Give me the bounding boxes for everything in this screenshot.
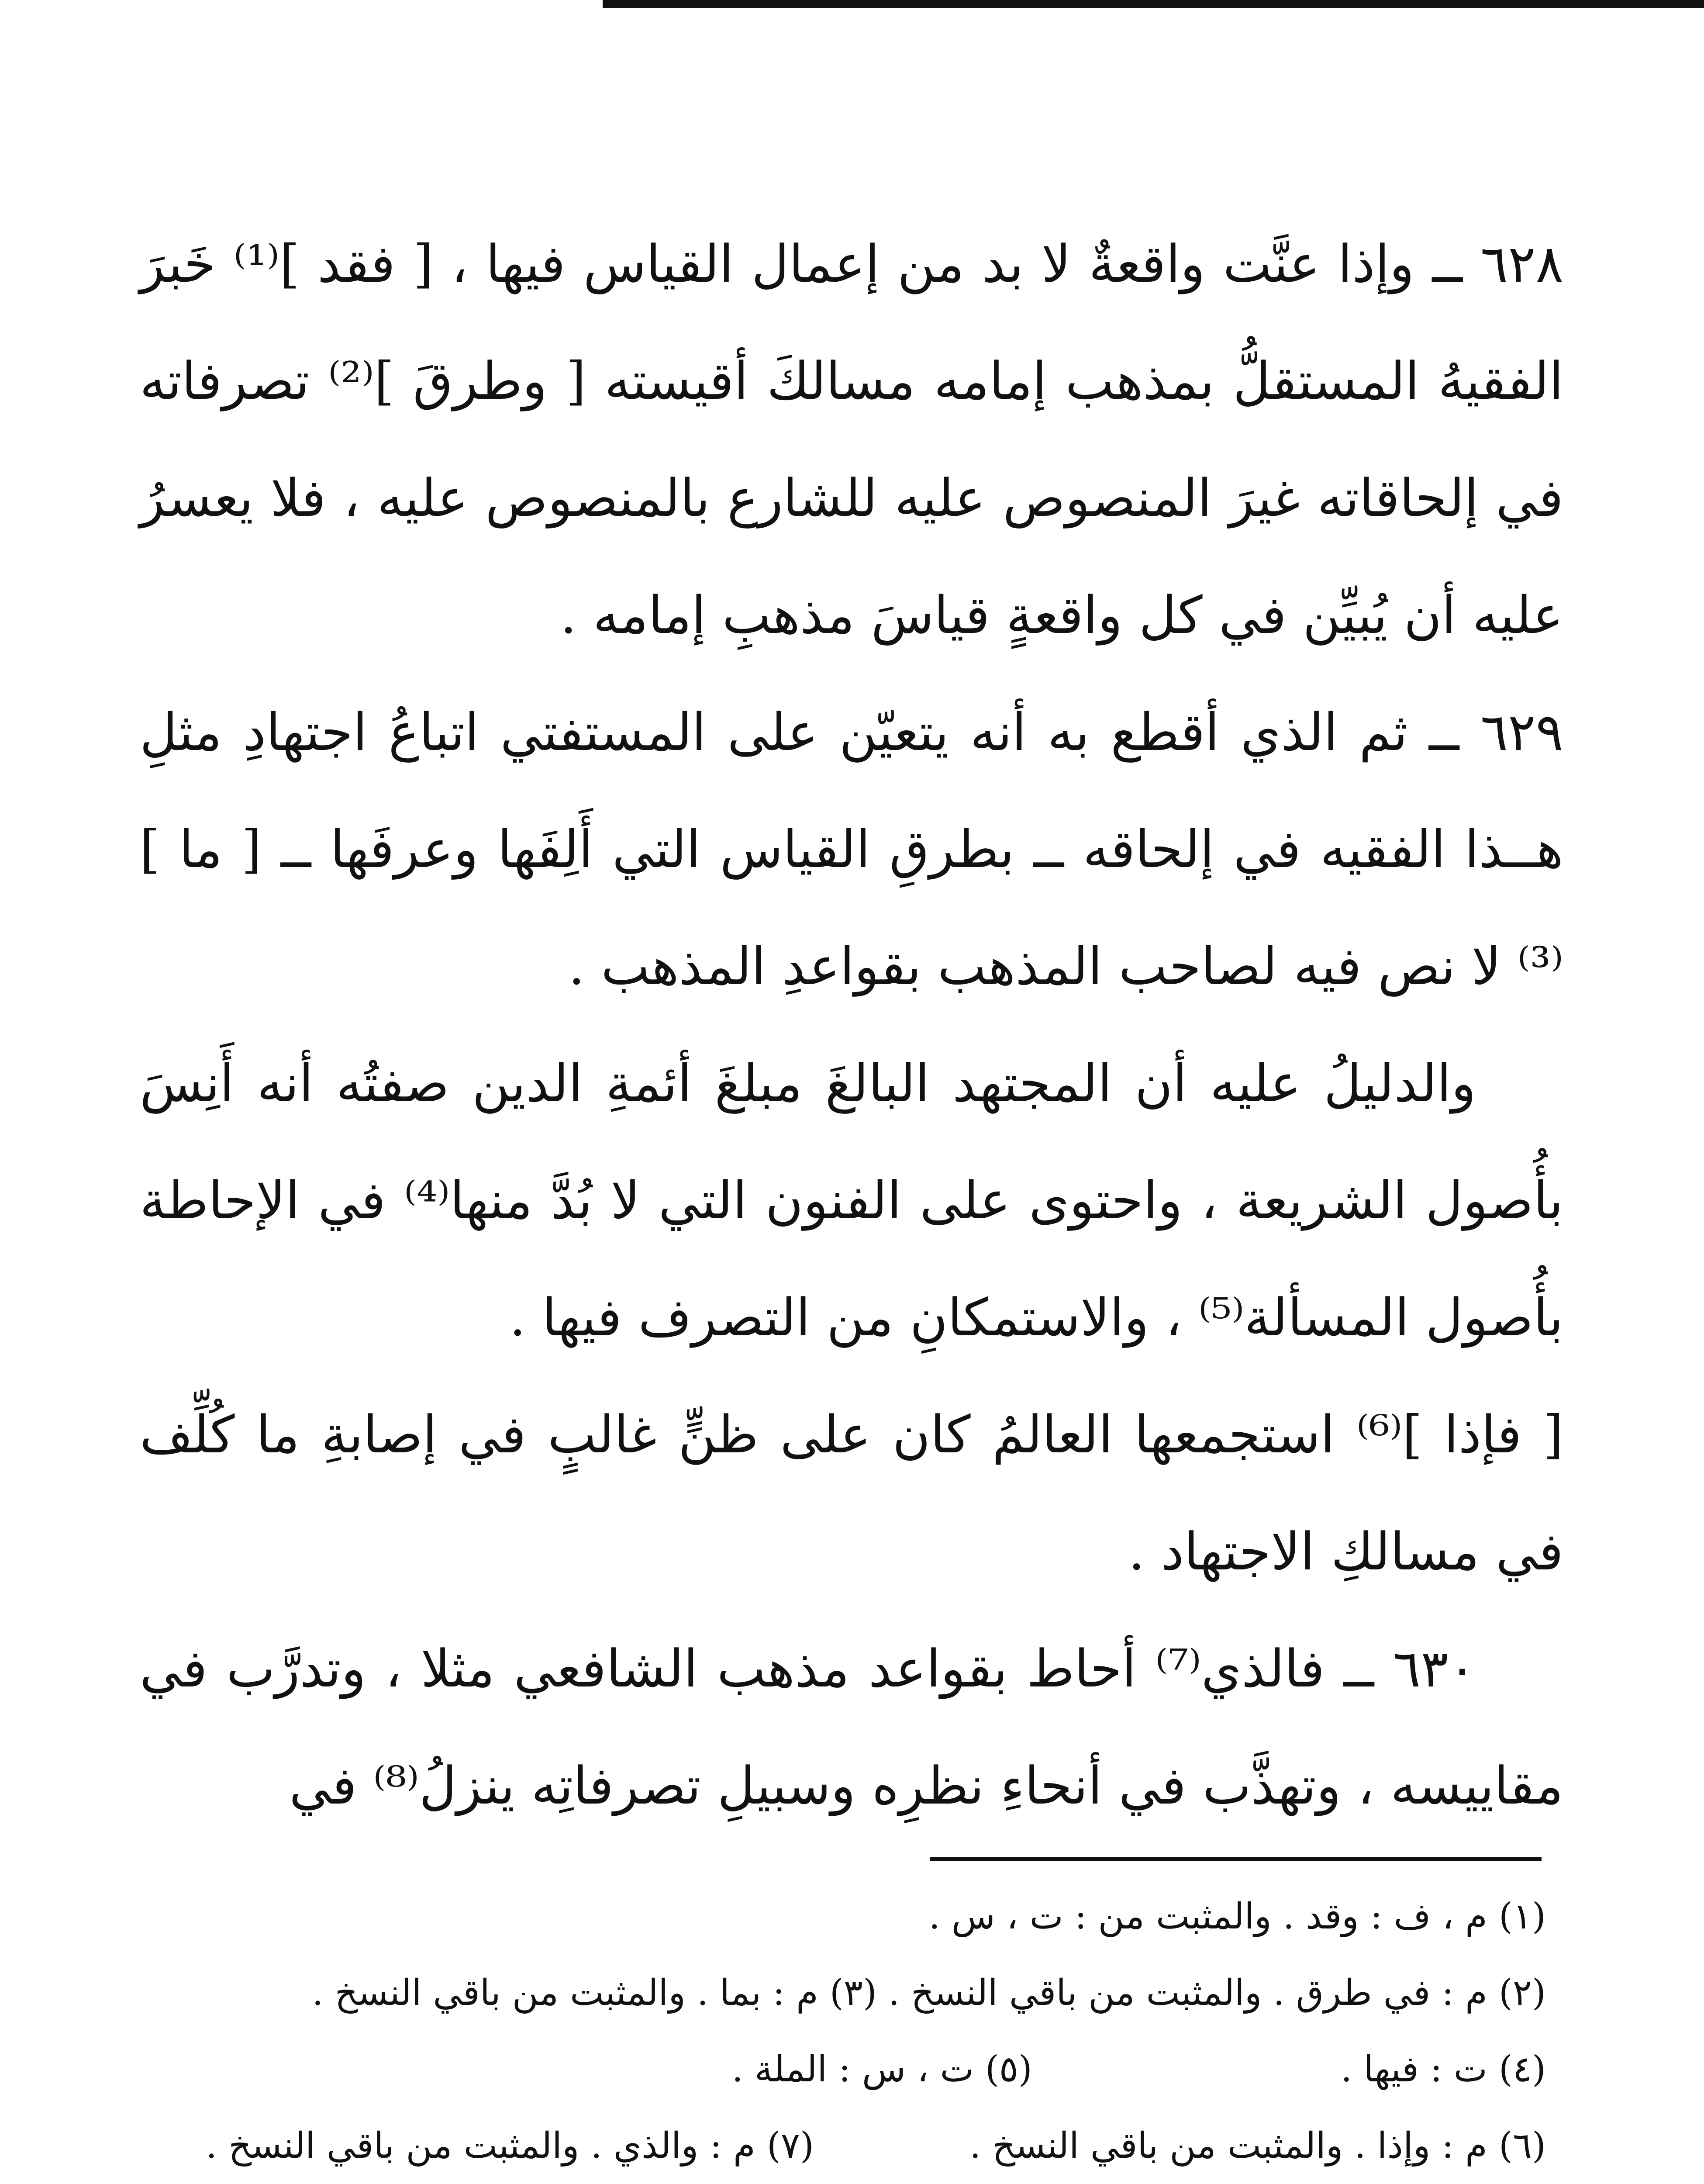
paragraph-evidence: والدليلُ عليه أن المجتهد البالغَ مبلغَ أئمةِ الدين صفتُه أنه أَنِسَ بأُصول الشريعة ، واحتوى على الفنون التي لا بُدَّ منها⁽⁴⁾ في الإحاطة بأُصول المسألة⁽⁵⁾ ، والاستمكانِ من التصرف فيها . — [140, 1053, 1563, 1348]
footnote-2-3: (٢) م : في طرق . والمثبت من باقي النسخ . (٣) م : بما . والمثبت من باقي النسخ . — [312, 1972, 1546, 2014]
footnotes — [157, 1878, 1546, 2184]
footnote-line-2 — [157, 1955, 1546, 2031]
footnote-rule — [930, 1857, 1542, 1861]
footnote-line-1 — [157, 1878, 1546, 1955]
paragraph-628: ٦٢٨ ــ وإذا عنَّت واقعةٌ لا بد من إعمال القياس فيها ، [ فقد ]⁽¹⁾ خَبرَ الفقيهُ المستقلُّ بمذهب إمامه مسالكَ أقيسته [ وطرقَ ]⁽²⁾ تصرفاته في إلحاقاته غيرَ المنصوص عليه للشارع بالمنصوص عليه ، فلا يعسرُ عليه أن يُبيِّن في كل واقعةٍ قياسَ مذهبِ إمامه . — [140, 234, 1563, 645]
paragraph-629: ٦٢٩ ــ ثم الذي أقطع به أنه يتعيّن على المستفتي اتباعُ اجتهادِ مثلِ هــذا الفقيه في إلحاقه ــ بطرقِ القياس التي أَلِفَها وعرفَها ــ [ ما ]⁽³⁾ لا نص فيه لصاحب المذهب بقواعدِ المذهب . — [140, 702, 1563, 996]
footnote-4: (٤) ت : فيها . — [1341, 2049, 1546, 2090]
footnote-1: (١) م ، ف : وقد . والمثبت من : ت ، س . — [928, 1896, 1546, 1937]
footnote-line-4 — [157, 2108, 1546, 2184]
footnote-5: (٥) ت ، س : الملة . — [731, 2049, 1032, 2090]
paragraph-630: ٦٣٠ ــ فالذي⁽⁷⁾ أحاط بقواعد مذهب الشافعي مثلا ، وتدرَّب في مقاييسه ، وتهذَّب في أنحاءِ نظرِه وسبيلِ تصرفاتِه ينزلُ⁽⁸⁾ في — [140, 1638, 1563, 1816]
footnote-line-3 — [157, 2031, 1546, 2108]
footnote-7: (٧) م : والذي . والمثبت من باقي النسخ . — [206, 2125, 814, 2167]
footnote-6: (٦) م : وإذا . والمثبت من باقي النسخ . — [969, 2125, 1546, 2167]
main-text — [140, 205, 1563, 1844]
top-rule — [603, 0, 1704, 8]
paragraph-idha: [ فإذا ]⁽⁶⁾ استجمعها العالمُ كان على ظنٍّ غالبٍ في إصابةِ ما كُلِّف في مسالكِ الاجتهاد . — [140, 1404, 1563, 1582]
